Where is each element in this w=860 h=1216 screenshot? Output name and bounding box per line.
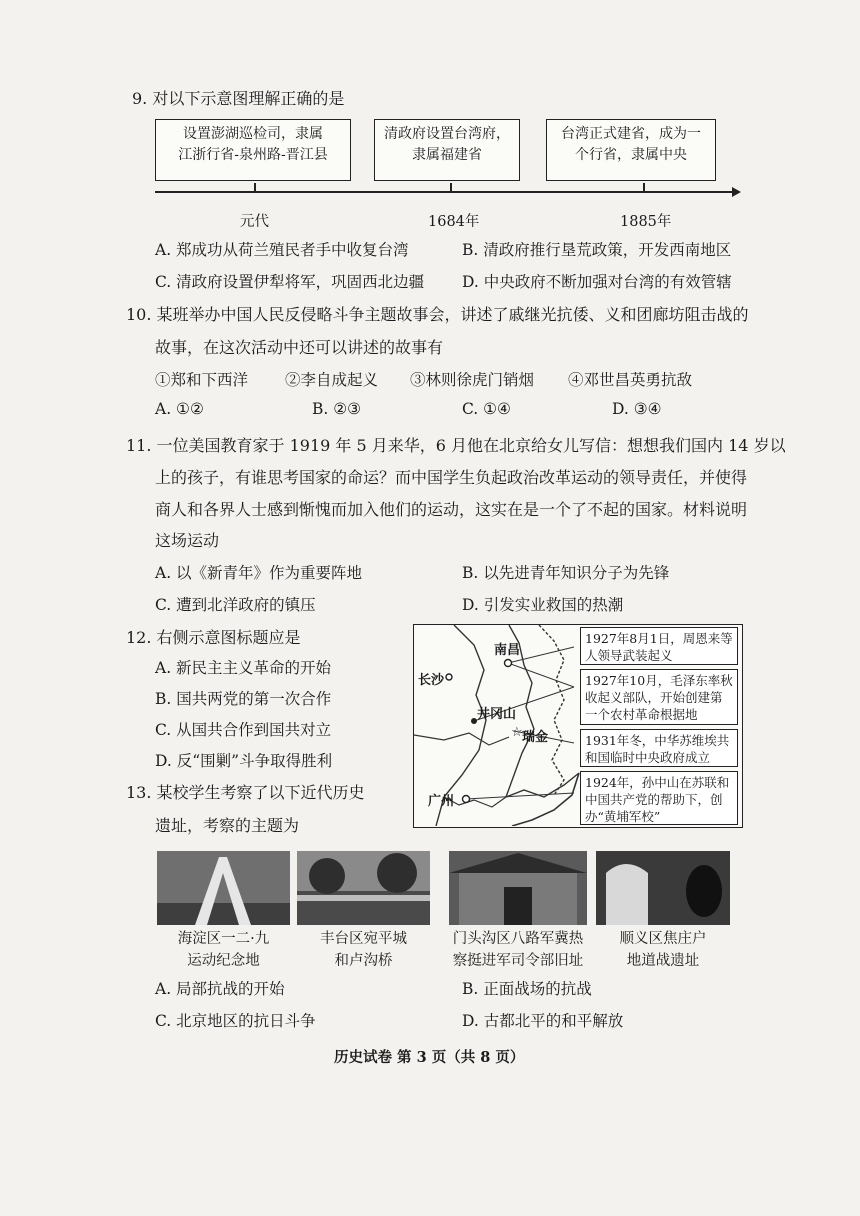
q11-option-c: C. 遭到北洋政府的镇压	[155, 596, 316, 614]
q10-option-d: D. ③④	[612, 400, 662, 418]
map-note-huangpu: 1924年，孙中山在苏联和中国共产党的帮助下，创办“黄埔军校”	[580, 771, 738, 825]
q10-option-a: A. ①②	[155, 400, 204, 418]
q13-option-a: A. 局部抗战的开始	[155, 980, 285, 998]
memorial-monument-icon	[157, 851, 290, 925]
timeline-box-line: 设置澎湖巡检司，隶属	[183, 126, 323, 142]
q11-stem-line3: 商人和各界人士感到惭愧而加入他们的运动，这实在是一个了不起的国家。材料说明	[155, 500, 748, 519]
q13-option-d: D. 古都北平的和平解放	[462, 1012, 624, 1030]
building-gate-icon	[449, 851, 587, 925]
q10-stem: 10. 某班举办中国人民反侵略斗争主题故事会，讲述了戚继光抗倭、义和团廊坊阻击战的	[126, 305, 749, 324]
map-label-changsha: 长沙	[418, 673, 445, 688]
photo-caption-memorial	[157, 928, 290, 972]
tunnel-stone-icon	[596, 851, 730, 925]
q13-stem: 13. 某校学生考察了以下近代历史	[126, 783, 365, 802]
q12-option-d: D. 反“围剿”斗争取得胜利	[155, 752, 333, 770]
timeline-label: 1885年	[620, 214, 672, 230]
q10-item-3: ③林则徐虎门销烟	[410, 371, 535, 389]
q10-option-c: C. ①④	[462, 400, 511, 418]
timeline-box-1684	[374, 119, 520, 181]
caption-line: 运动纪念地	[187, 953, 260, 969]
timeline-tick	[450, 183, 452, 192]
timeline-axis	[155, 191, 735, 193]
timeline-label: 元代	[240, 214, 269, 230]
q12-option-a: A. 新民主主义革命的开始	[155, 659, 332, 677]
page-footer: 历史试卷 第 3 页（共 8 页）	[334, 1049, 525, 1066]
timeline-box-line: 台湾正式建省，成为一	[561, 126, 701, 142]
q9-stem: 9. 对以下示意图理解正确的是	[132, 89, 345, 108]
timeline-tick	[643, 183, 645, 192]
q9-option-a: A. 郑成功从荷兰殖民者手中收复台湾	[155, 241, 409, 259]
timeline-arrow-icon	[732, 187, 741, 197]
q10-item-1: ①郑和下西洋	[155, 371, 249, 389]
q10-option-b: B. ②③	[312, 400, 362, 418]
q10-item-4: ④邓世昌英勇抗敌	[568, 371, 693, 389]
revolution-map	[413, 624, 743, 828]
map-label-jinggangshan: 井冈山	[477, 707, 517, 722]
q9-option-c: C. 清政府设置伊犁将军，巩固西北边疆	[155, 273, 425, 291]
timeline-box-line: 个行省，隶属中央	[575, 147, 687, 163]
caption-line: 海淀区一二·九	[177, 931, 270, 947]
timeline-box-yuan	[155, 119, 351, 181]
photo-caption-tunnel	[596, 928, 730, 972]
caption-line: 地道战遗址	[626, 953, 700, 969]
q12-stem: 12. 右侧示意图标题应是	[126, 628, 301, 647]
photo-tunnel-site	[596, 851, 730, 925]
map-label-ruijin: 瑞金	[522, 730, 549, 745]
q12-option-b: B. 国共两党的第一次合作	[155, 690, 332, 708]
q13-option-c: C. 北京地区的抗日斗争	[155, 1012, 316, 1030]
bridge-icon	[297, 851, 430, 925]
q12-option-c: C. 从国共合作到国共对立	[155, 721, 332, 739]
photo-hq-site	[449, 851, 587, 925]
caption-line: 门头沟区八路军冀热	[452, 931, 584, 947]
q11-stem-line2: 上的孩子，有谁思考国家的命运？而中国学生负起政治改革运动的领导责任，并使得	[155, 468, 748, 487]
timeline-box-line: 隶属福建省	[412, 147, 482, 163]
q11-option-d: D. 引发实业救国的热潮	[462, 596, 624, 614]
photo-memorial	[157, 851, 290, 925]
photo-lugou-bridge	[297, 851, 430, 925]
map-note-nanchang: 1927年8月1日，周恩来等人领导武装起义	[580, 627, 738, 665]
map-label-guangzhou: 广州	[428, 794, 455, 809]
q11-stem: 11. 一位美国教育家于 1919 年 5 月来华，6 月他在北京给女儿写信：想想我们国内 14 岁以	[126, 436, 786, 455]
q11-stem-line4: 这场运动	[155, 531, 220, 550]
caption-line: 察挺进军司令部旧址	[452, 953, 584, 969]
photo-caption-bridge	[297, 928, 430, 972]
map-label-nanchang: 南昌	[494, 643, 521, 658]
caption-line: 丰台区宛平城	[320, 931, 407, 947]
q11-option-a: A. 以《新青年》作为重要阵地	[155, 564, 363, 582]
timeline-label: 1684年	[428, 214, 480, 230]
q10-item-2: ②李自成起义	[285, 371, 379, 389]
photo-caption-hq	[440, 928, 596, 972]
timeline-tick	[254, 183, 256, 192]
q11-option-b: B. 以先进青年知识分子为先锋	[462, 564, 670, 582]
map-note-ruijin: 1931年冬，中华苏维埃共和国临时中央政府成立	[580, 729, 738, 767]
caption-line: 和卢沟桥	[334, 953, 393, 969]
timeline-box-line: 清政府设置台湾府，	[384, 126, 510, 142]
map-note-jinggangshan: 1927年10月，毛泽东率秋收起义部队，开始创建第一个农村革命根据地	[580, 669, 738, 725]
q10-stem-cont: 故事，在这次活动中还可以讲述的故事有	[155, 338, 444, 357]
q9-option-d: D. 中央政府不断加强对台湾的有效管辖	[462, 273, 732, 291]
svg-text:☆: ☆	[511, 725, 523, 740]
q13-option-b: B. 正面战场的抗战	[462, 980, 592, 998]
timeline-box-1885	[546, 119, 716, 181]
timeline-box-line: 江浙行省-泉州路-晋江县	[178, 147, 328, 163]
caption-line: 顺义区焦庄户	[619, 931, 707, 947]
q9-option-b: B. 清政府推行垦荒政策，开发西南地区	[462, 241, 732, 259]
q13-stem-cont: 遗址，考察的主题为	[155, 816, 300, 835]
